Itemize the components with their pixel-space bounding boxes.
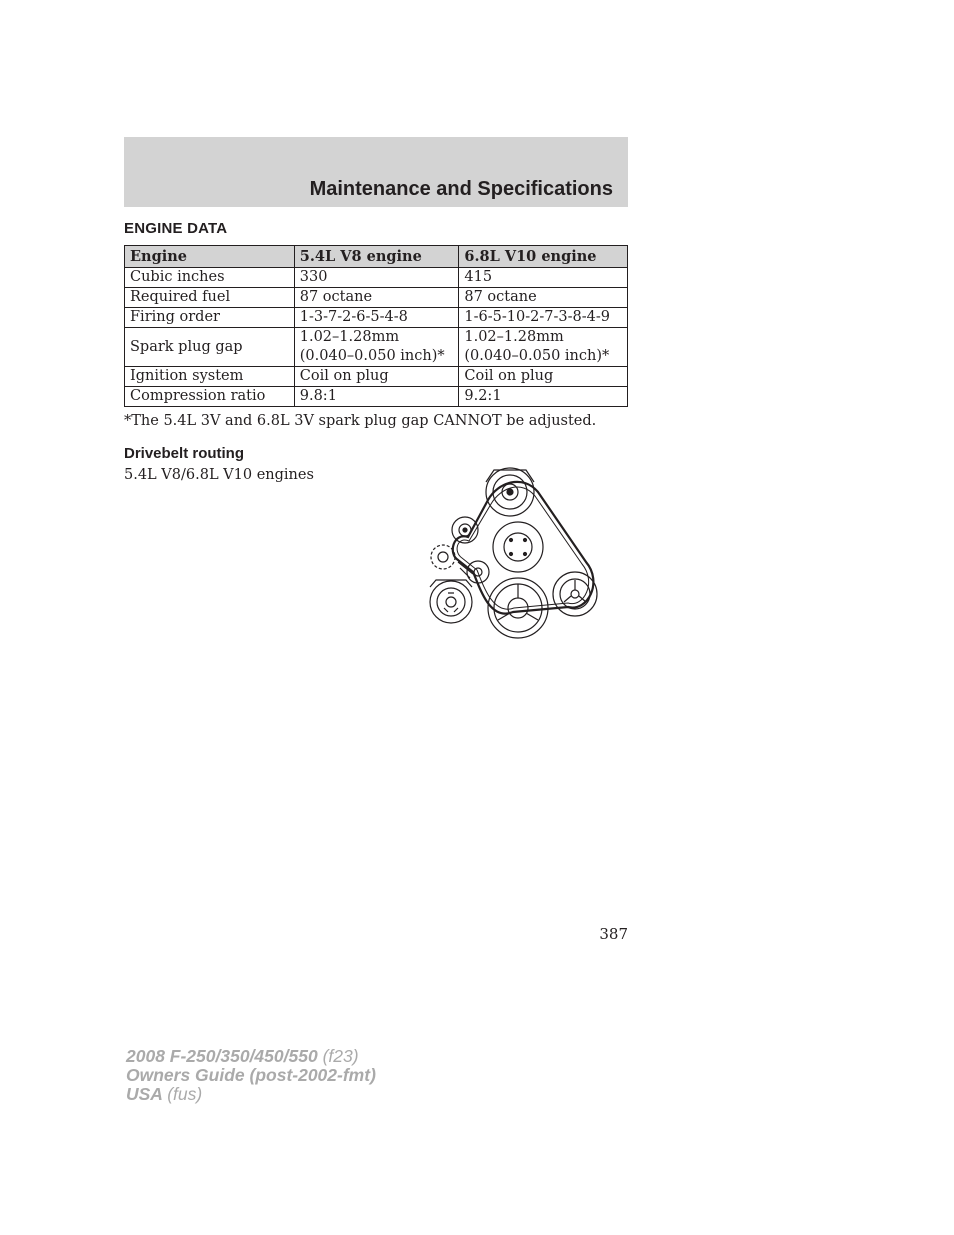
footer-model: 2008 F-250/350/450/550 (126, 1046, 318, 1066)
spark-gap-mm: 1.02–1.28mm (299, 329, 400, 345)
power-steering-pulley-icon (553, 572, 597, 616)
spark-gap-mm: 1.02–1.28mm (464, 329, 564, 345)
table-cell: Coil on plug (294, 367, 459, 387)
drivebelt-heading: Drivebelt routing (124, 445, 245, 462)
table-row (125, 268, 628, 288)
document-footer (126, 1047, 376, 1104)
table-cell: Ignition system (125, 367, 295, 387)
table-cell (294, 328, 459, 367)
table-header-cell: 6.8L V10 engine (459, 246, 628, 268)
table-row (125, 367, 628, 387)
table-cell: 9.2:1 (459, 387, 628, 407)
table-cell: 330 (294, 268, 459, 288)
spark-gap-inch: (0.040–0.050 inch)* (464, 348, 610, 364)
page-number: 387 (599, 925, 628, 943)
table-row (125, 387, 628, 407)
table-cell: Firing order (125, 308, 295, 328)
table-row (125, 288, 628, 308)
table-header-cell: Engine (125, 246, 295, 268)
water-pump-pulley-icon (493, 522, 543, 572)
engine-data-table (124, 245, 628, 407)
drivebelt-routing-diagram (418, 462, 608, 640)
table-cell: 1-6-5-10-2-7-3-8-4-9 (459, 308, 628, 328)
footer-market: USA (126, 1084, 163, 1104)
table-cell: 87 octane (459, 288, 628, 308)
table-cell: 415 (459, 268, 628, 288)
footer-market-code: (fus) (167, 1084, 203, 1104)
table-row (125, 328, 628, 367)
table-cell: Cubic inches (125, 268, 295, 288)
footer-model-code: (f23) (322, 1046, 359, 1066)
gear-icon (431, 545, 455, 569)
table-cell: Compression ratio (125, 387, 295, 407)
table-cell: Coil on plug (459, 367, 628, 387)
section-heading: ENGINE DATA (124, 220, 228, 237)
table-cell: Required fuel (125, 288, 295, 308)
table-header-row (125, 246, 628, 268)
table-cell (459, 328, 628, 367)
ac-compressor-pulley-icon (430, 580, 472, 623)
footer-line (126, 1047, 376, 1066)
drivebelt-path (453, 482, 594, 614)
spark-gap-inch: (0.040–0.050 inch)* (299, 348, 445, 364)
table-cell: Spark plug gap (125, 328, 295, 367)
header-band (124, 137, 628, 207)
table-cell: 87 octane (294, 288, 459, 308)
footnote: *The 5.4L 3V and 6.8L 3V spark plug gap CANNOT be adjusted. (124, 413, 597, 429)
footer-line (126, 1085, 376, 1104)
idler-pulley-icon (452, 517, 478, 543)
table-cell: 9.8:1 (294, 387, 459, 407)
engines-label: 5.4L V8/6.8L V10 engines (124, 467, 314, 483)
table-row (125, 308, 628, 328)
page-title: Maintenance and Specifications (309, 178, 613, 200)
table-cell: 1-3-7-2-6-5-4-8 (294, 308, 459, 328)
table-header-cell: 5.4L V8 engine (294, 246, 459, 268)
footer-line: Owners Guide (post-2002-fmt) (126, 1065, 376, 1085)
alternator-pulley-icon (486, 468, 534, 516)
